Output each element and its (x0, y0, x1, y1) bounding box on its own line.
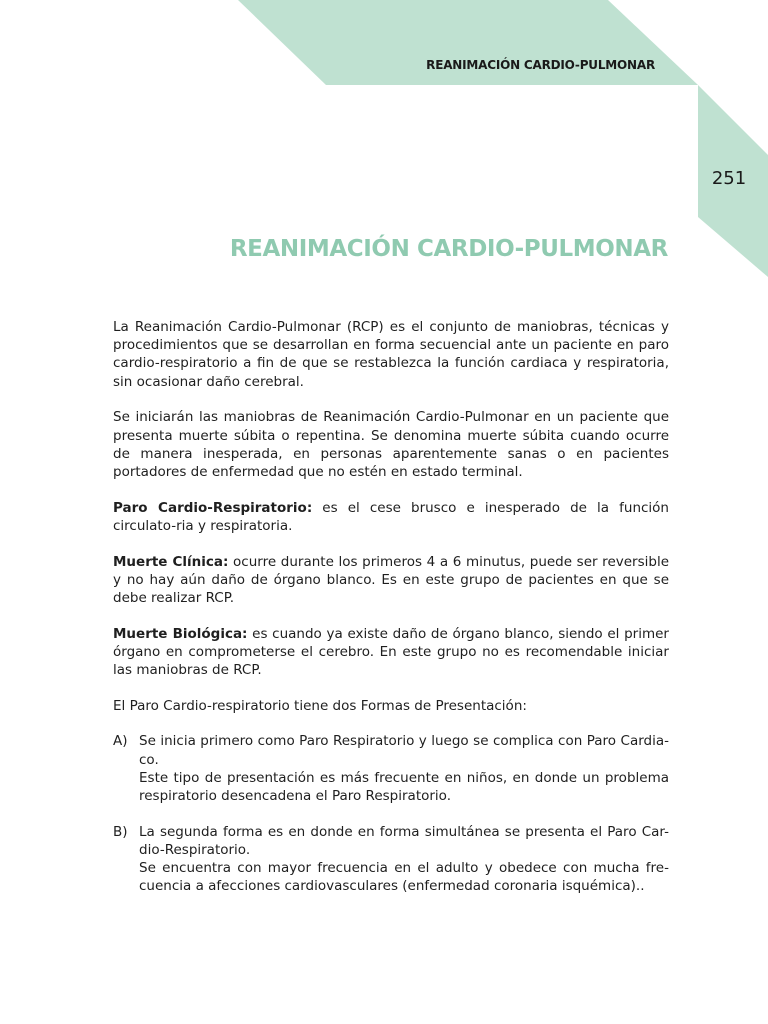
form-line: Este tipo de presentación es más frecuente en niños, en donde un problema respiratorio desencadena el Paro Respiratorio. (139, 769, 669, 805)
definition-text: es el cese brusco e inesperado de la función circulato-ria y respiratoria. (113, 499, 669, 534)
header-band (238, 0, 698, 85)
definition-term: Paro Cardio-Respiratorio: (113, 499, 313, 516)
form-item-b (113, 823, 669, 896)
definition-text: ocurre durante los primeros 4 a 6 minutus, puede ser reversible y no hay aún daño de órgano blanco. Es en este grupo de pacientes en que se debe realizar RCP. (113, 553, 670, 606)
form-item-a (113, 732, 669, 805)
page-title: REANIMACIÓN CARDIO-PULMONAR (229, 236, 668, 262)
definition-muerte-biologica (113, 625, 669, 680)
definition-muerte-clinica (113, 553, 669, 608)
form-line: La segunda forma es en donde en forma simultánea se presenta el Paro Car-dio-Respiratorio. (139, 823, 669, 858)
definition-term: Muerte Biológica: (113, 625, 248, 642)
forms-intro: El Paro Cardio-respiratorio tiene dos Formas de Presentación: (113, 697, 527, 714)
definition-text: es cuando ya existe daño de órgano blanco, siendo el primer órgano en comprometerse el cerebro. En este grupo no es recomendable iniciar las maniobras de RCP. (113, 625, 669, 679)
definition-paro (113, 499, 669, 535)
list-marker: A) (113, 733, 128, 750)
list-marker: B) (113, 823, 128, 840)
form-line: Se encuentra con mayor frecuencia en el adulto y obedece con mucha fre-cuencia a afecciones cardiovasculares (enfermedad coronaria isquémica).. (139, 860, 669, 895)
running-header: REANIMACIÓN CARDIO-PULMONAR (426, 58, 655, 72)
intro-paragraph: La Reanimación Cardio-Pulmonar (RCP) es el conjunto de maniobras, técnicas y procedimientos que se desarrollan en forma secuencial ante un paciente en paro cardio-respiratorio a fin de que se restablezca la función cardiaca y respiratoria, sin ocasionar daño cerebral. (113, 319, 669, 390)
form-line: Se inicia primero como Paro Respiratorio y luego se complica con Paro Cardia-co. (139, 733, 669, 768)
body-content (113, 318, 669, 913)
start-paragraph: Se iniciarán las maniobras de Reanimación Cardio-Pulmonar en un paciente que presenta muerte súbita o repentina. Se denomina muerte súbita cuando ocurre de manera inesperada, en personas aparentemente sanas o en pacientes portadores de enfermedad que no estén en estado terminal. (113, 409, 669, 480)
definition-term: Muerte Clínica: (113, 553, 229, 570)
page-number: 251 (711, 168, 747, 189)
